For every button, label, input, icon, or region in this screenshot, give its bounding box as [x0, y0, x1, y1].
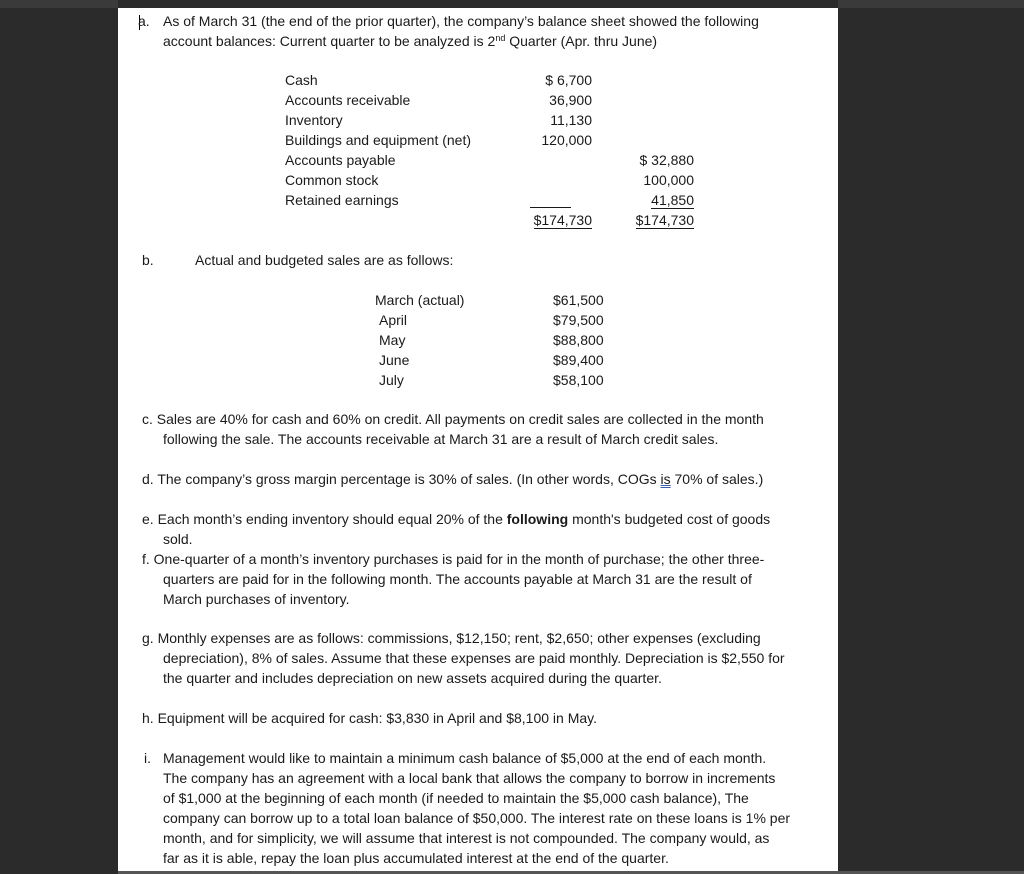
item-i-line5: month, and for simplicity, we will assume that interest is not compounded. The company would, as	[163, 830, 770, 846]
balance-debit: 36,900	[549, 92, 592, 108]
item-i-line4: company can borrow up to a total loan balance of $50,000. The interest rate on these loans is 1% per	[163, 810, 791, 826]
balance-label: Accounts receivable	[285, 92, 411, 108]
item-d-line1: d. The company’s gross margin percentage is 30% of sales. (In other words, COGs is 70% of sales.)	[142, 471, 764, 487]
item-i-line2: The company has an agreement with a local bank that allows the company to borrow in increments	[163, 770, 776, 786]
sales-month: April	[379, 312, 408, 328]
balance-total-credit: $174,730	[635, 212, 694, 228]
balance-total-debit: $174,730	[533, 212, 592, 228]
sales-month: July	[379, 372, 404, 388]
item-a-line2: account balances: Current quarter to be analyzed is 2nd Quarter (Apr. thru June)	[163, 33, 658, 49]
balance-label: Accounts payable	[285, 152, 396, 168]
debit-column-rule	[530, 207, 571, 208]
item-i-marker: i.	[144, 750, 151, 766]
item-g-line1: g. Monthly expenses are as follows: commissions, $12,150; rent, $2,650; other expenses (excluding	[142, 630, 761, 646]
balance-debit: 120,000	[541, 132, 592, 148]
item-g-line3: the quarter and includes depreciation on new assets acquired during the quarter.	[163, 670, 662, 686]
balance-credit: $ 32,880	[639, 152, 694, 168]
sales-amount: $79,500	[553, 312, 604, 328]
item-i-line6: far as it is able, repay the loan plus accumulated interest at the end of the quarter.	[163, 850, 669, 866]
sales-month: May	[379, 332, 406, 348]
sales-amount: $61,500	[553, 292, 604, 308]
window-chrome-left	[0, 0, 118, 8]
item-e-line1: e. Each month’s ending inventory should equal 20% of the following month's budgeted cost of goods	[142, 511, 771, 527]
item-i-line1: Management would like to maintain a minimum cash balance of $5,000 at the end of each month.	[163, 750, 767, 766]
balance-label: Common stock	[285, 172, 379, 188]
sales-amount: $89,400	[553, 352, 604, 368]
item-c-line2: following the sale. The accounts receivable at March 31 are a result of March credit sales.	[163, 431, 719, 447]
balance-label: Retained earnings	[285, 192, 399, 208]
document-page[interactable]	[118, 8, 838, 874]
item-f-line2: quarters are paid for in the following month. The accounts payable at March 31 are the result of	[163, 571, 752, 587]
window-chrome-right	[838, 0, 1024, 8]
balance-credit: 41,850	[651, 192, 694, 208]
proofing-mark: is	[660, 471, 671, 487]
balance-label: Buildings and equipment (net)	[285, 132, 472, 148]
item-i-line3: of $1,000 at the beginning of each month (if needed to maintain the $5,000 cash balance), The	[163, 790, 749, 806]
item-h-line1: h. Equipment will be acquired for cash: $3,830 in April and $8,100 in May.	[142, 710, 598, 726]
balance-credit: 100,000	[643, 172, 694, 188]
sales-month: June	[379, 352, 410, 368]
item-f-line3: March purchases of inventory.	[163, 591, 350, 607]
item-b-intro: Actual and budgeted sales are as follows:	[195, 252, 454, 268]
balance-label: Inventory	[285, 112, 343, 128]
item-c-line1: c. Sales are 40% for cash and 60% on credit. All payments on credit sales are collected in the month	[142, 411, 764, 427]
balance-debit: $ 6,700	[545, 72, 592, 88]
item-a-marker: a.	[138, 13, 150, 29]
item-g-line2: depreciation), 8% of sales. Assume that these expenses are paid monthly. Depreciation is $2,550 for	[163, 650, 785, 666]
balance-label: Cash	[285, 72, 318, 88]
sales-amount: $88,800	[553, 332, 604, 348]
balance-debit: 11,130	[550, 112, 592, 128]
sales-month: March (actual)	[375, 292, 465, 308]
item-e-line2: sold.	[163, 531, 193, 547]
sales-amount: $58,100	[553, 372, 604, 388]
item-f-line1: f. One-quarter of a month’s inventory purchases is paid for in the month of purchase; the other three-	[142, 551, 765, 567]
item-a-line1: As of March 31 (the end of the prior quarter), the company’s balance sheet showed the following	[163, 13, 759, 29]
item-b-marker: b.	[142, 252, 154, 268]
